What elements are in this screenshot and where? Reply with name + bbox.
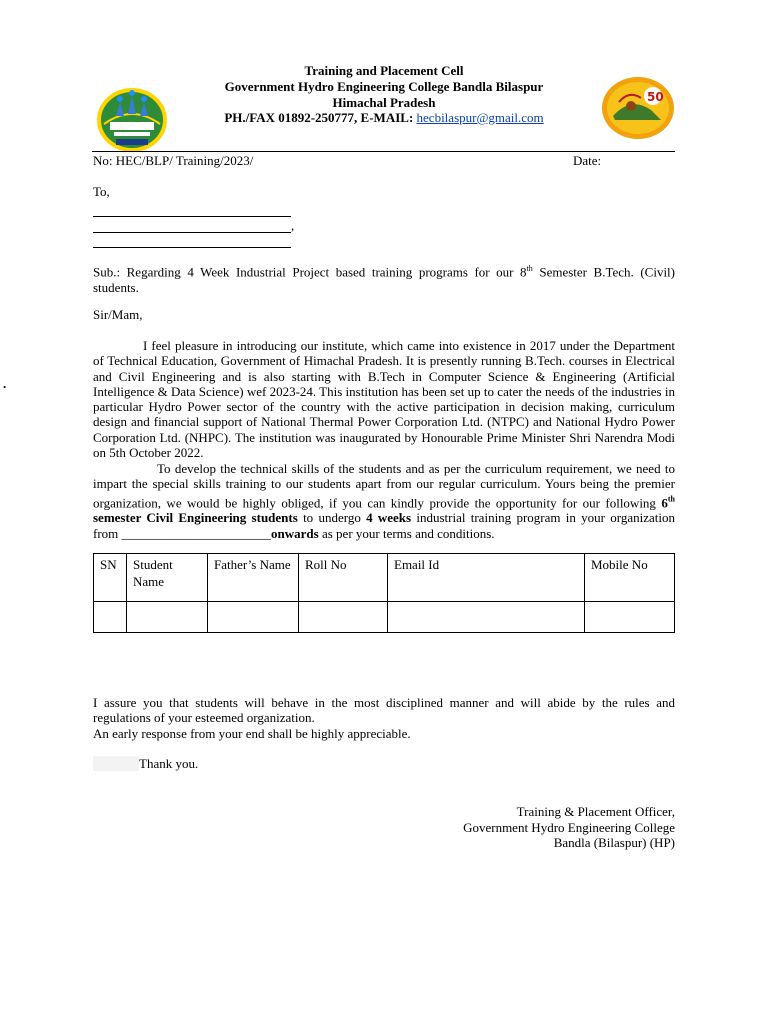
to-label: To, (93, 184, 110, 199)
introduction-paragraph: I feel pleasure in introducing our institute, which came into existence in 2017 under the Department of Technical Education, Government of Himachal Pradesh. It is presently running B.Tech. courses in Electrical and Civil Engineering and is also starting with B.Tech in Computer Science & Engineering (Artificial Intelligence & Data Science) wef 2023-24. This institution has been set up to cater the needs of the industries in particular Hydro Power sector of the country with the active participation in decision making, curriculum design and financial support of National Thermal Power Corporation Ltd. (NTPC) and National Hydro Power Corporation Ltd. (NHPC). The institution was inaugurated by Honourable Prime Minister Shri Narendra Modi on 5th October 2022. (93, 338, 675, 461)
table-header-cell: Mobile No (585, 554, 675, 602)
table-header-cell: Father’s Name (208, 554, 299, 602)
table-cell[interactable] (94, 602, 127, 633)
header-divider (92, 151, 675, 152)
table-cell[interactable] (208, 602, 299, 633)
header-title: Training and Placement Cell (304, 63, 464, 78)
table-cell[interactable] (299, 602, 388, 633)
assurance-paragraph: I assure you that students will behave in the most disciplined manner and will abide by the rules and regulations of your esteemed organization. (93, 695, 675, 726)
response-request: An early response from your end shall be highly appreciable. (93, 726, 411, 741)
signature-college: Government Hydro Engineering College (463, 820, 675, 835)
table-header-cell: Roll No (299, 554, 388, 602)
reference-number: No: HEC/BLP/ Training/2023/ (93, 153, 254, 168)
college-logo (96, 84, 168, 154)
college-name: Government Hydro Engineering College Bandla Bilaspur (224, 79, 544, 94)
table-row (94, 602, 675, 633)
students-table (93, 553, 675, 633)
request-paragraph: To develop the technical skills of the students and as per the curriculum requirement, we need to impart the special skills training to our students apart from our regular curriculum. Yours being the premier organization, we would be highly obliged, if you can kindly provide the opportunity for our following 6th semester Civil Engineering students to undergo 4 weeks industrial training program in your organization from _______________________onwards as per your terms and conditions. (93, 461, 675, 541)
state-name: Himachal Pradesh (332, 95, 436, 110)
table-header-cell: Student Name (127, 554, 208, 602)
golden-jubilee-logo (601, 76, 675, 140)
salutation: Sir/Mam, (93, 307, 143, 322)
date-label: Date: (573, 153, 602, 168)
table-cell[interactable] (585, 602, 675, 633)
address-line-1 (93, 202, 291, 217)
stray-mark: . (3, 376, 7, 391)
thanks-line: Thank you. (93, 756, 198, 771)
address-line-2: , (93, 218, 294, 233)
table-header-row (94, 554, 675, 602)
table-header-cell: SN (94, 554, 127, 602)
signature-location: Bandla (Bilaspur) (HP) (553, 835, 675, 850)
address-line-3 (93, 233, 291, 248)
svg-text:50: 50 (647, 90, 664, 104)
email-link[interactable]: hecbilaspur@gmail.com (416, 110, 544, 125)
signature-title: Training & Placement Officer, (516, 804, 675, 819)
subject-line: Sub.: Regarding 4 Week Industrial Project based training programs for our 8th Semester B.Tech. (Civil) students. (93, 264, 675, 295)
table-cell[interactable] (388, 602, 585, 633)
table-header-cell: Email Id (388, 554, 585, 602)
contact-phone: PH./FAX 01892-250777, E-MAIL: (224, 110, 417, 125)
table-cell[interactable] (127, 602, 208, 633)
